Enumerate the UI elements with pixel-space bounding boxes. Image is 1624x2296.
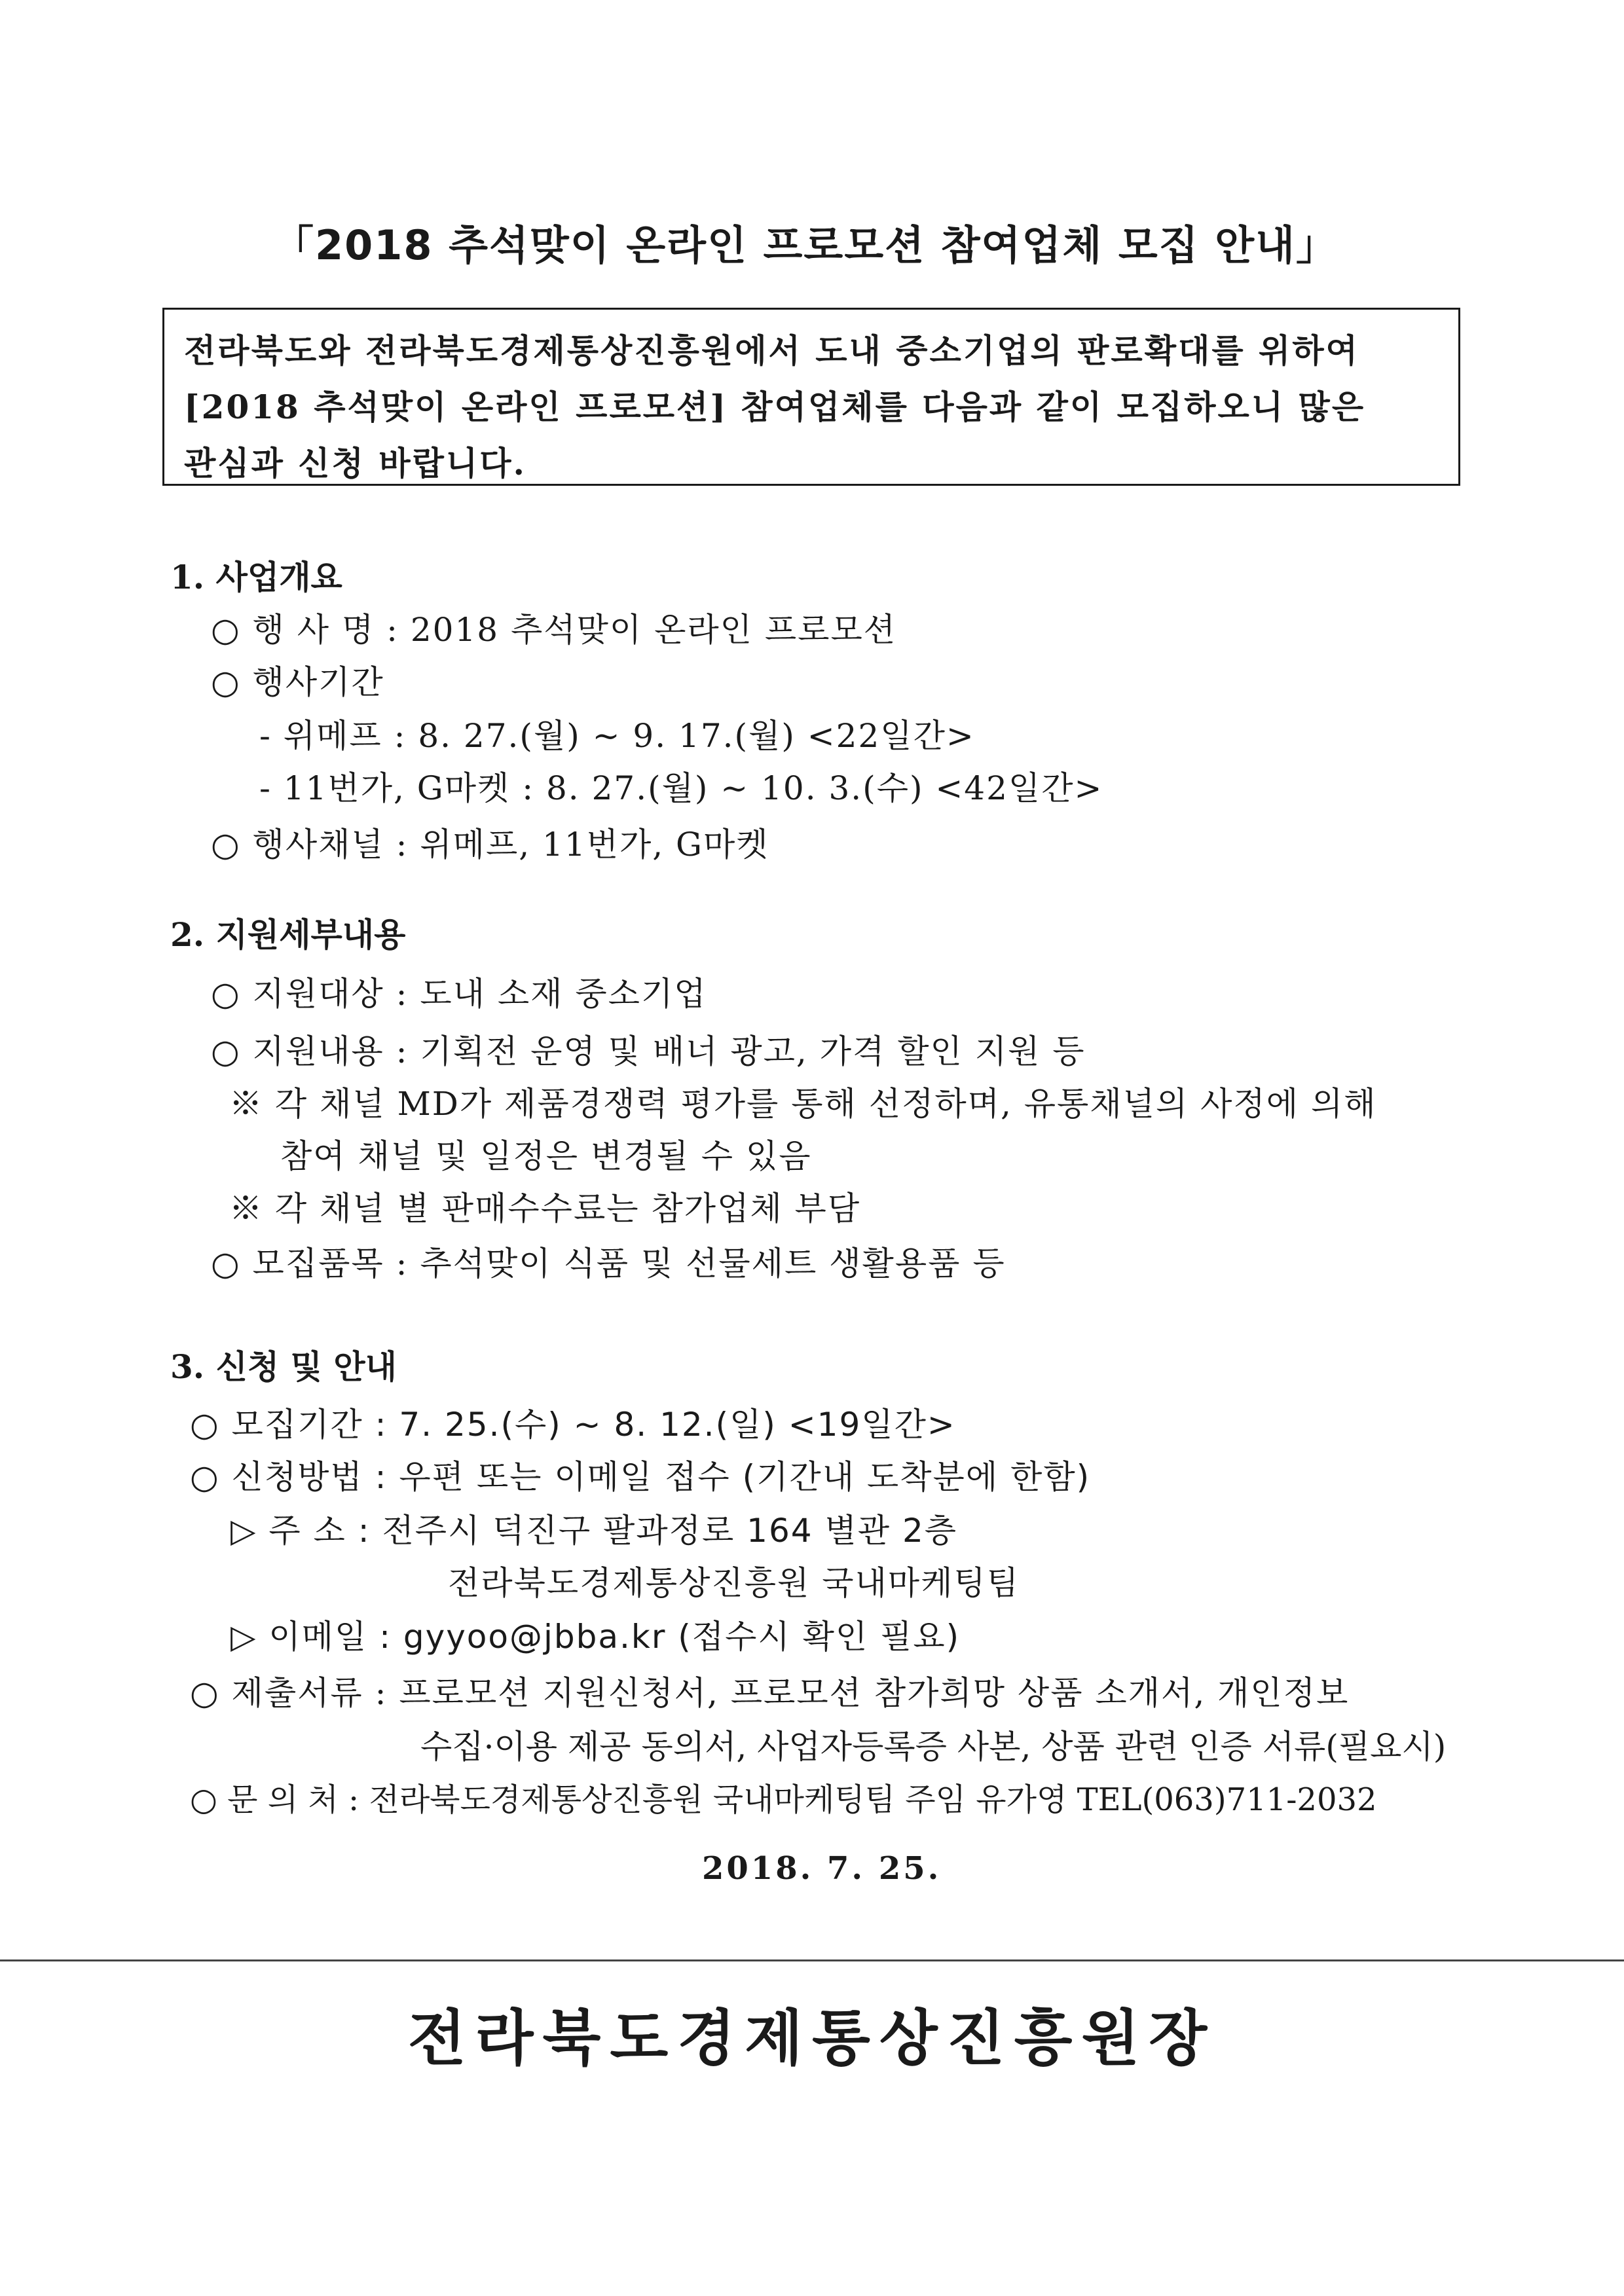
mail-address: ▷ 주 소 : 전주시 덕진구 팔과정로 164 별관 2층 xyxy=(231,1512,958,1550)
divider xyxy=(0,1959,1624,1961)
support-target: ○ 지원대상 : 도내 소재 중소기업 xyxy=(211,975,707,1013)
intro-line: [2018 추석맞이 온라인 프로모션] 참여업체를 다음과 같이 모집하오니 많은 xyxy=(184,388,1366,426)
recruit-period: ○ 모집기간 : 7. 25.(수) ~ 8. 12.(일) <19일간> xyxy=(190,1406,956,1444)
event-period-label: ○ 행사기간 xyxy=(211,663,384,701)
section-1-heading: 1. 사업개요 xyxy=(170,558,342,596)
issuer-name: 전라북도경제통상진흥원장 xyxy=(407,2003,1217,2073)
apply-method: ○ 신청방법 : 우편 또는 이메일 접수 (기간내 도착분에 한함) xyxy=(190,1458,1091,1496)
note-commission: ※ 각 채널 별 판매수수료는 참가업체 부담 xyxy=(229,1190,861,1228)
intro-line: 관심과 신청 바랍니다. xyxy=(184,444,526,483)
mail-address-cont: 전라북도경제통상진흥원 국내마케팅팀 xyxy=(448,1564,1020,1602)
event-channels: ○ 행사채널 : 위메프, 11번가, G마켓 xyxy=(211,826,769,864)
recruit-items: ○ 모집품목 : 추석맞이 식품 및 선물세트 생활용품 등 xyxy=(211,1245,1006,1283)
document-title: 「2018 추석맞이 온라인 프로모션 참여업체 모집 안내」 xyxy=(272,221,1338,269)
submit-documents-cont: 수집·이용 제공 동의서, 사업자등록증 사본, 상품 관련 인증 서류(필요시) xyxy=(420,1728,1447,1766)
event-name: ○ 행 사 명 : 2018 추석맞이 온라인 프로모션 xyxy=(211,611,897,649)
section-2-heading: 2. 지원세부내용 xyxy=(170,915,406,954)
section-3-heading: 3. 신청 및 안내 xyxy=(170,1347,397,1386)
period-wemakeprice: - 위메프 : 8. 27.(월) ~ 9. 17.(월) <22일간> xyxy=(259,717,975,755)
support-content: ○ 지원내용 : 기획전 운영 및 배너 광고, 가격 할인 지원 등 xyxy=(211,1032,1086,1070)
note-md-selection: ※ 각 채널 MD가 제품경쟁력 평가를 통해 선정하며, 유통채널의 사정에 의해 xyxy=(229,1085,1377,1123)
issue-date: 2018. 7. 25. xyxy=(702,1850,942,1887)
intro-box xyxy=(162,308,1460,486)
contact-info: ○ 문 의 처 : 전라북도경제통상진흥원 국내마케팅팀 주임 유가영 TEL(063)711-2032 xyxy=(190,1781,1377,1818)
note-md-selection-cont: 참여 채널 및 일정은 변경될 수 있음 xyxy=(280,1137,812,1175)
email-address: ▷ 이메일 : gyyoo@jbba.kr (접수시 확인 필요) xyxy=(231,1618,961,1656)
period-11st-gmarket: - 11번가, G마켓 : 8. 27.(월) ~ 10. 3.(수) <42일간> xyxy=(259,769,1103,807)
submit-documents: ○ 제출서류 : 프로모션 지원신청서, 프로모션 참가희망 상품 소개서, 개인정보 xyxy=(190,1674,1350,1712)
intro-line: 전라북도와 전라북도경제통상진흥원에서 도내 중소기업의 판로확대를 위하여 xyxy=(184,331,1359,370)
